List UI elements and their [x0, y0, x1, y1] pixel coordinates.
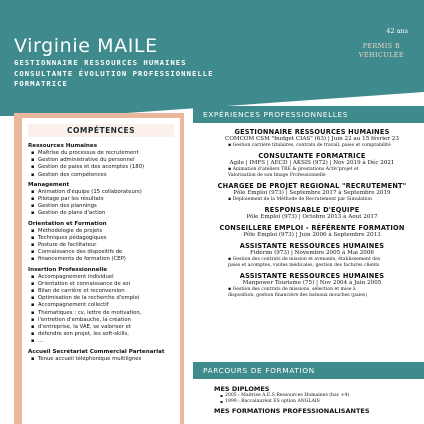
experience-title: CONSEILLERE EMPLOI - RÉFÉRENTE FORMATION — [219, 224, 405, 232]
competence-item: ▪ Accompagnement collectif — [28, 302, 176, 309]
job-title: FORMATRICE — [14, 79, 68, 88]
competence-item: ▪ défendre son projet, les soft-skills, — [28, 331, 176, 338]
competence-item: ▪ Posture de facilitateur — [28, 242, 176, 249]
age-label: 42 ans — [386, 27, 408, 35]
formation-group-title: MES DIPLOMES — [214, 385, 270, 393]
experience-employer: Pôle Emploi (973) | Septembre 2017 à Septembre 2019 — [233, 189, 391, 196]
competence-item: ▪ d'entreprise, la VAE, se valoriser et — [28, 324, 176, 331]
job-title: GESTIONNAIRE RESSOURCES HUMAINES — [14, 58, 187, 67]
experience-detail: ▪ Gestion des contrats de mission et avenants, établissement des — [228, 257, 381, 263]
experience-title: GESTIONNAIRE RESSOURCES HUMAINES — [234, 128, 390, 136]
experience-employer: Agile | IMFS | AECD | AKSIS (972) | Nov 2019 à Déc 2021 — [229, 160, 395, 166]
competence-category: Ressources Humaines — [28, 143, 98, 149]
competences-heading: COMPÉTENCES — [28, 124, 174, 137]
experience-employer: Pôle Emploi (973) | Octobre 2013 à Aout 2017 — [246, 213, 378, 220]
experience-employer: COMCOM CSM "budget CIAS" (63) | Juin 22 au 15 février 23 — [225, 136, 399, 142]
experience-detail: disposition, gestion financière des bateaux mouches (paies) — [228, 293, 368, 298]
experience-employer: Fidérim (973) | Novembre 2005 à Mai 2006 — [250, 250, 374, 257]
competence-item: ▪ Thématiques : cv, lettre de motivation, — [28, 310, 176, 317]
experience-detail: ▪ Animation d'ateliers TRE & prestations Activ'projet et — [228, 167, 359, 173]
competence-item: ▪ Animation d'équipe (15 collaborateurs) — [28, 189, 176, 196]
competence-item: ▪ Gestion de plans d'action — [28, 210, 176, 217]
competence-item: ▪ … — [28, 338, 176, 345]
experience-title: RESPONSABLE D'EQUIPE — [264, 205, 360, 214]
competence-item: ▪ Gestion des plannings — [28, 203, 176, 210]
experience-title: ASSISTANTE RESSOURCES HUMAINES — [239, 242, 385, 251]
formation-list — [200, 383, 424, 415]
experience-title: ASSISTANTE RESSOURCES HUMAINES — [239, 272, 385, 280]
experience-detail: ▪ Déploiement de la Méthode de Recrutement par Simulation — [228, 197, 373, 202]
license-line: PERMIS B — [362, 43, 401, 50]
vehicle-line: VÉHICULÉE — [358, 52, 404, 59]
competence-category: Insertion Professionnelle — [28, 266, 108, 273]
job-titles — [14, 58, 314, 90]
experiences-list — [200, 125, 424, 299]
license-info — [359, 42, 404, 60]
experience-detail: paies et acomptes, visites médicales, gestion des factures clients — [228, 263, 380, 269]
candidate-name: Virginie MAILE — [14, 35, 158, 57]
competence-category: Management — [28, 181, 70, 188]
formation-group-title: MES FORMATIONS PROFESSIONALISANTES — [214, 407, 370, 415]
competence-item: ▪ Connaissance des dispositifs de — [28, 249, 176, 256]
formation-heading: PARCOURS DE FORMATION — [193, 362, 424, 379]
competence-item: ▪ Bilan de carrière et reconversion — [28, 288, 176, 295]
experience-title: CONSULTANTE FORMATRICE — [258, 152, 366, 160]
experience-title: CHARGEE DE PROJET REGIONAL "RECRUTEMENT" — [217, 181, 407, 190]
experience-employer: Manpower Tourisme (75) | Nov 2004 à Juin 2005 — [242, 280, 382, 286]
job-title: CONSULTANTE ÉVOLUTION PROFESSIONNELLE — [14, 68, 214, 78]
competence-item: ▪ Gestion des compétences — [28, 172, 176, 179]
experience-detail: ▪ Gestion des contrats de missions, sélection et mise à — [228, 287, 356, 293]
experience-detail: ▪ Gestion carrière titulaires, contrats de travail, paies et comptabilité — [228, 143, 391, 149]
competence-item: ▪ Optimisation de la recherche d'emploi — [28, 295, 176, 302]
experience-employer: Pôle Emploi (973) | Juin 2006 à Septembre 2013 — [243, 232, 381, 238]
competence-item: ▪ Pilotage par les résultats — [28, 196, 176, 203]
experience-detail: Valorisation de son Image Professionnelle — [228, 173, 326, 178]
experiences-heading: EXPÉRIENCES PROFESSIONNELLES — [193, 106, 424, 123]
competence-item: ▪ Orientation et connaissance de soi — [28, 281, 176, 288]
competence-category: Accueil Secrétariat Commercial Partenariat — [28, 348, 165, 355]
competence-item: ▪ Maîtrise du processus de recrutement — [28, 150, 176, 157]
competence-item: ▪ Gestion de paies et des acomptes (180) — [28, 164, 176, 171]
competence-item: ▪ Gestion administrative du personnel — [28, 157, 176, 164]
competences-list — [28, 140, 176, 363]
competence-item: ▪ Tenue accueil téléphonique multilignes — [28, 356, 176, 363]
competence-item: ▪ financements de formation (CEP) — [28, 256, 176, 263]
competence-item: ▪ Techniques pédagogiques — [28, 235, 176, 242]
formation-item: ▪ 2005 : Maitrise A.E.S Ressources Humaines (bac +4) — [200, 393, 424, 399]
competence-item: ▪ Accompagnement individuel — [28, 274, 176, 281]
formation-item: ▪ 1999 : Baccalauréat ES option ANGLAIS — [200, 399, 424, 405]
competence-item: ▪ l'entretien d'embauche, la création — [28, 317, 176, 324]
competence-category: Orientation et Formation — [28, 220, 107, 227]
competence-item: ▪ Méthodologie de projets — [28, 228, 176, 235]
